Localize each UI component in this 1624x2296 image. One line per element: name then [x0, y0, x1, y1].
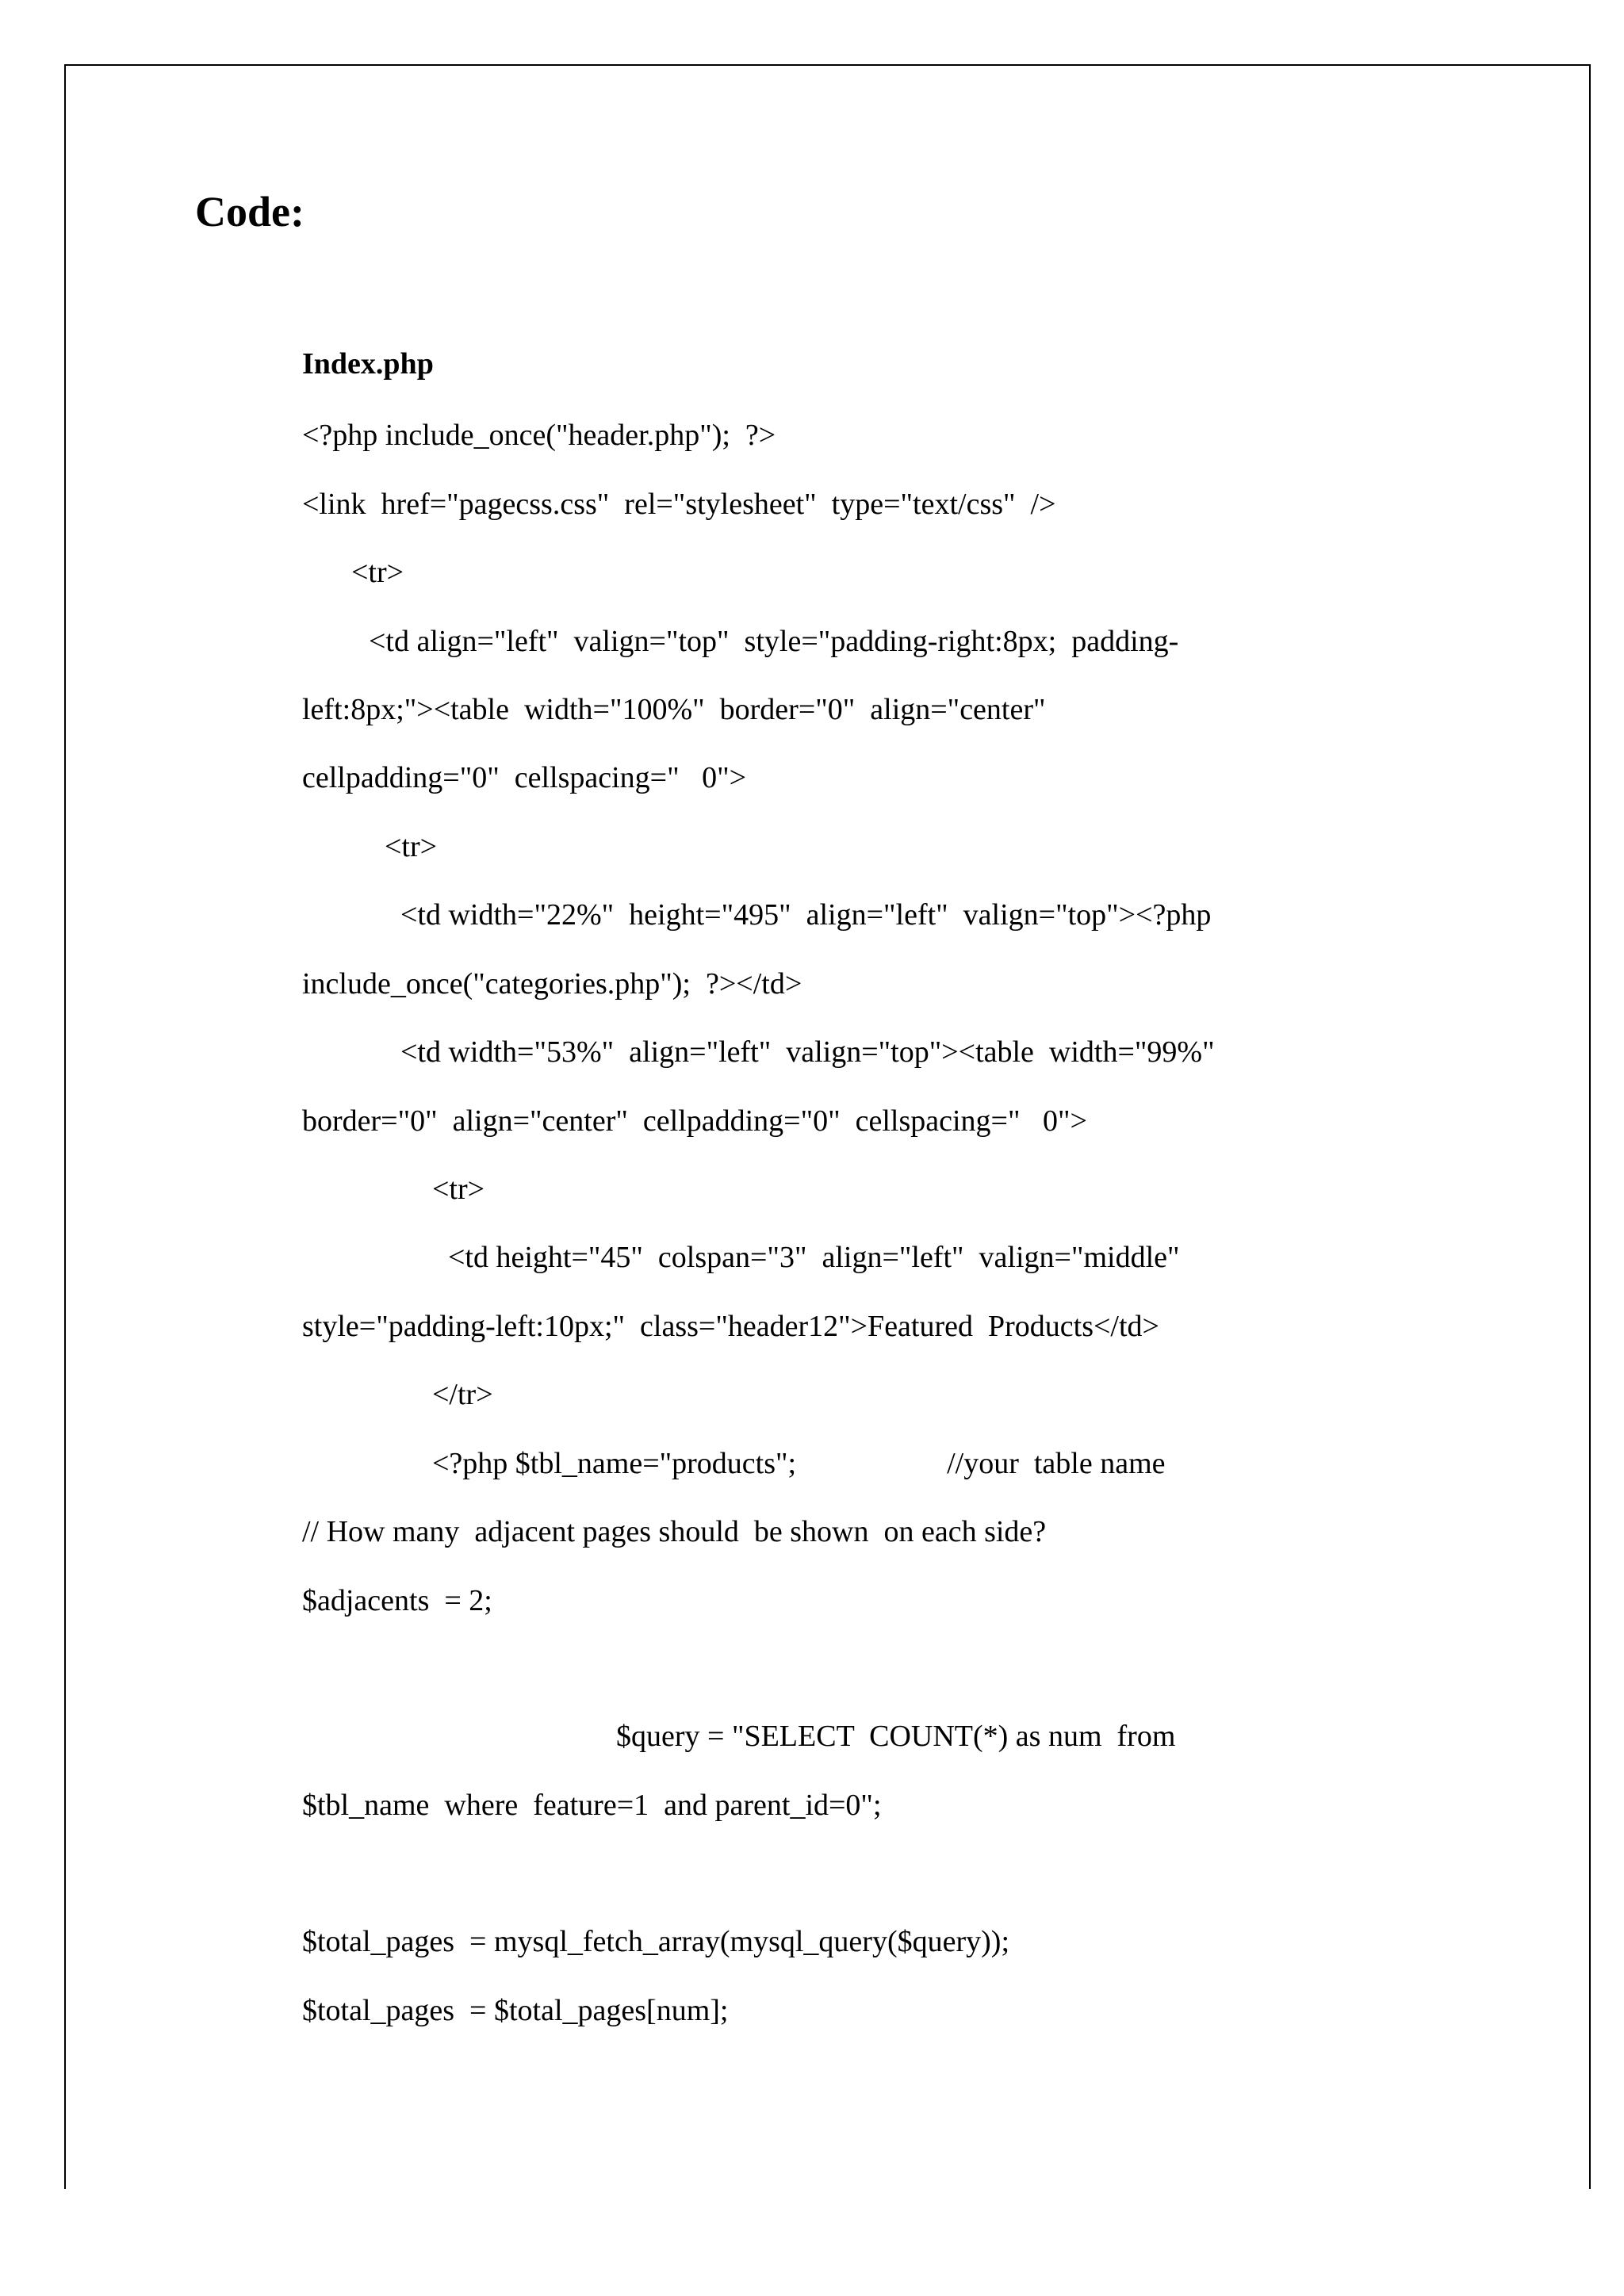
code-line: // How many adjacent pages should be shown on each side?	[302, 1515, 1047, 1548]
code-line: cellpadding="0" cellspacing=" 0">	[302, 761, 747, 794]
code-line: <td align="left" valign="top" style="padding-right:8px; padding-	[369, 625, 1179, 658]
code-line: <tr>	[432, 1173, 485, 1206]
code-line: $adjacents = 2;	[302, 1584, 492, 1617]
code-line: </tr>	[432, 1378, 493, 1411]
code-line: <td height="45" colspan="3" align="left" valign="middle"	[448, 1241, 1180, 1274]
code-line: <?php $tbl_name="products"; //your table name	[432, 1447, 1166, 1480]
section-heading: Code:	[195, 188, 304, 235]
code-line: <tr>	[385, 830, 438, 863]
code-line: include_once("categories.php"); ?></td>	[302, 967, 802, 1001]
file-name-label: Index.php	[302, 347, 434, 381]
code-line: style="padding-left:10px;" class="header12">Featured Products</td>	[302, 1310, 1159, 1343]
code-line: <link href="pagecss.css" rel="stylesheet" type="text/css" />	[302, 488, 1056, 521]
code-line: <tr>	[351, 556, 404, 589]
code-line: <?php include_once("header.php"); ?>	[302, 419, 776, 452]
code-line: $total_pages = mysql_fetch_array(mysql_query($query));	[302, 1925, 1009, 1958]
code-line: <td width="53%" align="left" valign="top"><table width="99%"	[400, 1035, 1215, 1069]
code-line: $query = "SELECT COUNT(*) as num from	[616, 1720, 1176, 1753]
code-line: border="0" align="center" cellpadding="0" cellspacing=" 0">	[302, 1104, 1087, 1138]
code-line: $total_pages = $total_pages[num];	[302, 1994, 729, 2027]
code-line: $tbl_name where feature=1 and parent_id=0";	[302, 1789, 882, 1822]
code-line: <td width="22%" height="495" align="left" valign="top"><?php	[400, 898, 1212, 932]
code-line: left:8px;"><table width="100%" border="0" align="center"	[302, 693, 1046, 726]
